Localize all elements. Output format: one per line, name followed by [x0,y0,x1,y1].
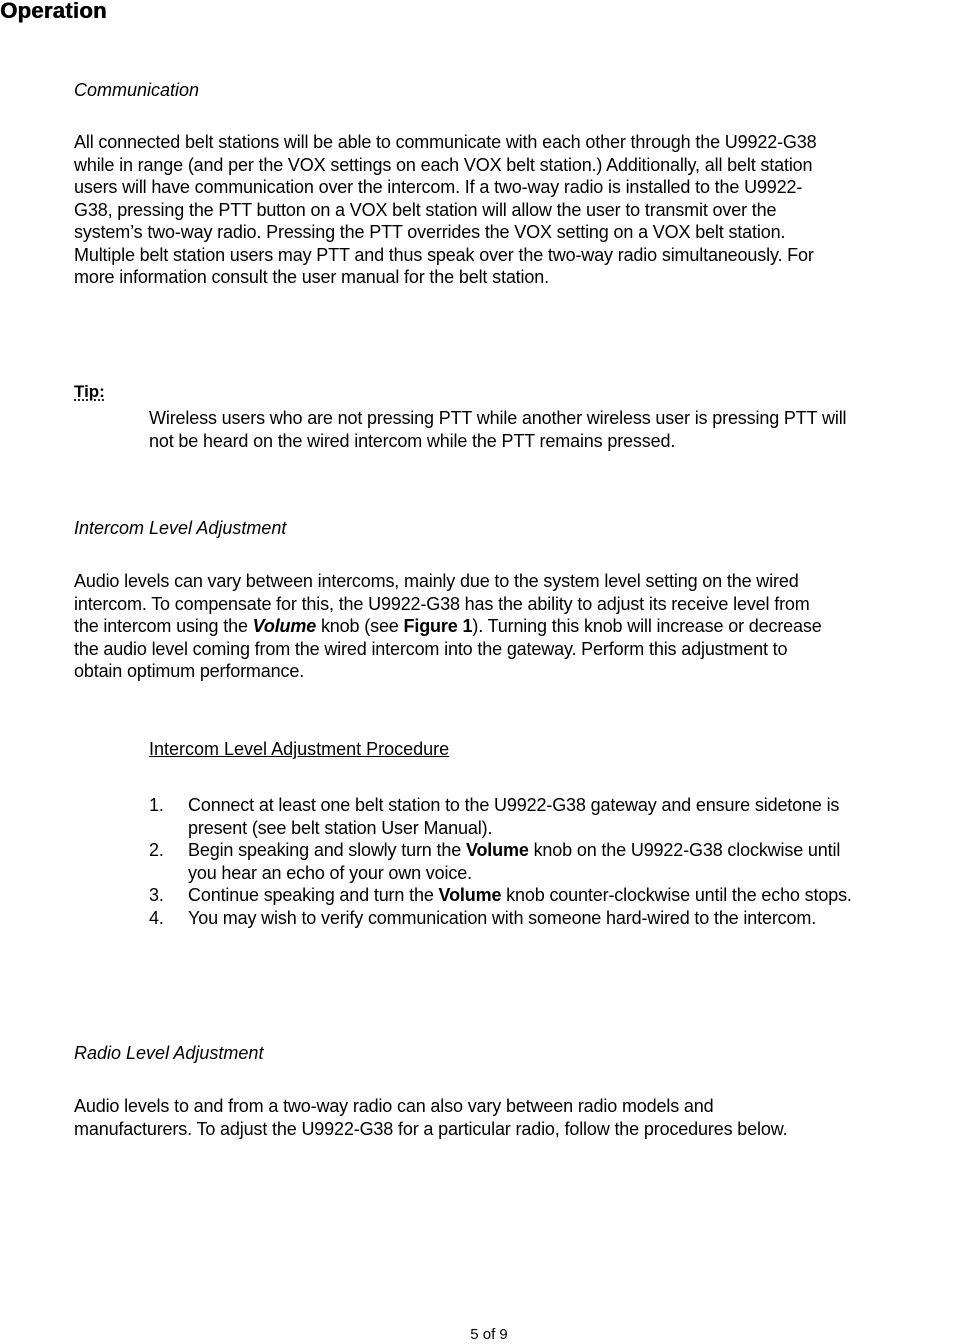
radio-paragraph [74,1095,787,1140]
text-run: knob counter-clockwise until the echo stops. [501,885,852,905]
paragraph-line: obtain optimum performance. [74,661,305,681]
paragraph-line: Audio levels can vary between intercoms, mainly due to the system level setting on the wired [74,571,799,591]
paragraph-line [74,615,822,638]
text-run: ). Turning this knob will increase or decrease [472,616,822,636]
text-run: Begin speaking and slowly turn the [188,840,466,860]
figure-reference: Figure 1 [403,616,473,636]
paragraph-line: while in range (and per the VOX settings on each VOX belt station.) Additionally, all belt station [74,154,813,175]
volume-knob-term: Volume [252,616,317,636]
intercom-paragraph [74,570,822,683]
list-number: 4. [149,907,164,928]
list-item [149,884,978,907]
communication-paragraph [74,131,817,289]
procedure-list [149,794,978,929]
paragraph-line: users will have communication over the intercom. If a two-way radio is installed to the U9922- [74,177,803,197]
paragraph-line: All connected belt stations will be able to communicate with each other through the U9922-G38 [74,132,817,152]
section-title: Operation [0,0,107,23]
list-line [188,884,978,907]
paragraph-line: Wireless users who are not pressing PTT while another wireless user is pressing PTT will [149,408,847,428]
procedure-title: Intercom Level Adjustment Procedure [149,739,450,759]
list-line [188,839,978,862]
list-line: Connect at least one belt station to the U9922-G38 gateway and ensure sidetone is [188,795,840,815]
paragraph-line: G38, pressing the PTT button on a VOX belt station will allow the user to transmit over the [74,199,777,220]
text-run: Continue speaking and turn the [188,885,439,905]
list-number: 1. [149,795,164,815]
paragraph-line: Multiple belt station users may PTT and thus speak over the two-way radio simultaneously. For [74,244,814,265]
paragraph-line: intercom. To compensate for this, the U9922-G38 has the ability to adjust its receive level from [74,593,810,614]
text-run: the intercom using the [74,616,253,636]
tip-paragraph [149,407,846,452]
communication-heading: Communication [74,80,200,100]
page-number: 5 of 9 [470,1326,508,1343]
paragraph-line: not be heard on the wired intercom while the PTT remains pressed. [149,430,676,451]
list-number: 2. [149,840,164,860]
list-line: present (see belt station User Manual). [188,817,493,838]
tip-label: Tip: [74,382,105,401]
list-item [149,794,978,839]
list-line: You may wish to verify communication with someone hard-wired to the intercom. [188,907,817,928]
volume-term: Volume [465,840,529,860]
paragraph-line: system’s two-way radio. Pressing the PTT overrides the VOX setting on a VOX belt station. [74,222,786,242]
intercom-heading: Intercom Level Adjustment [74,518,287,538]
list-line: you hear an echo of your own voice. [188,862,472,883]
list-item [149,907,978,930]
radio-heading: Radio Level Adjustment [74,1043,264,1063]
list-number: 3. [149,885,164,905]
paragraph-line: Audio levels to and from a two-way radio can also vary between radio models and [74,1096,714,1116]
paragraph-line: manufacturers. To adjust the U9922-G38 for a particular radio, follow the procedures below. [74,1118,788,1139]
volume-term: Volume [438,885,502,905]
text-run: knob (see [316,616,404,636]
paragraph-line: more information consult the user manual for the belt station. [74,267,549,287]
list-item [149,839,978,884]
text-run: knob on the U9922-G38 clockwise until [528,840,841,860]
paragraph-line: the audio level coming from the wired intercom into the gateway. Perform this adjustment to [74,638,788,659]
